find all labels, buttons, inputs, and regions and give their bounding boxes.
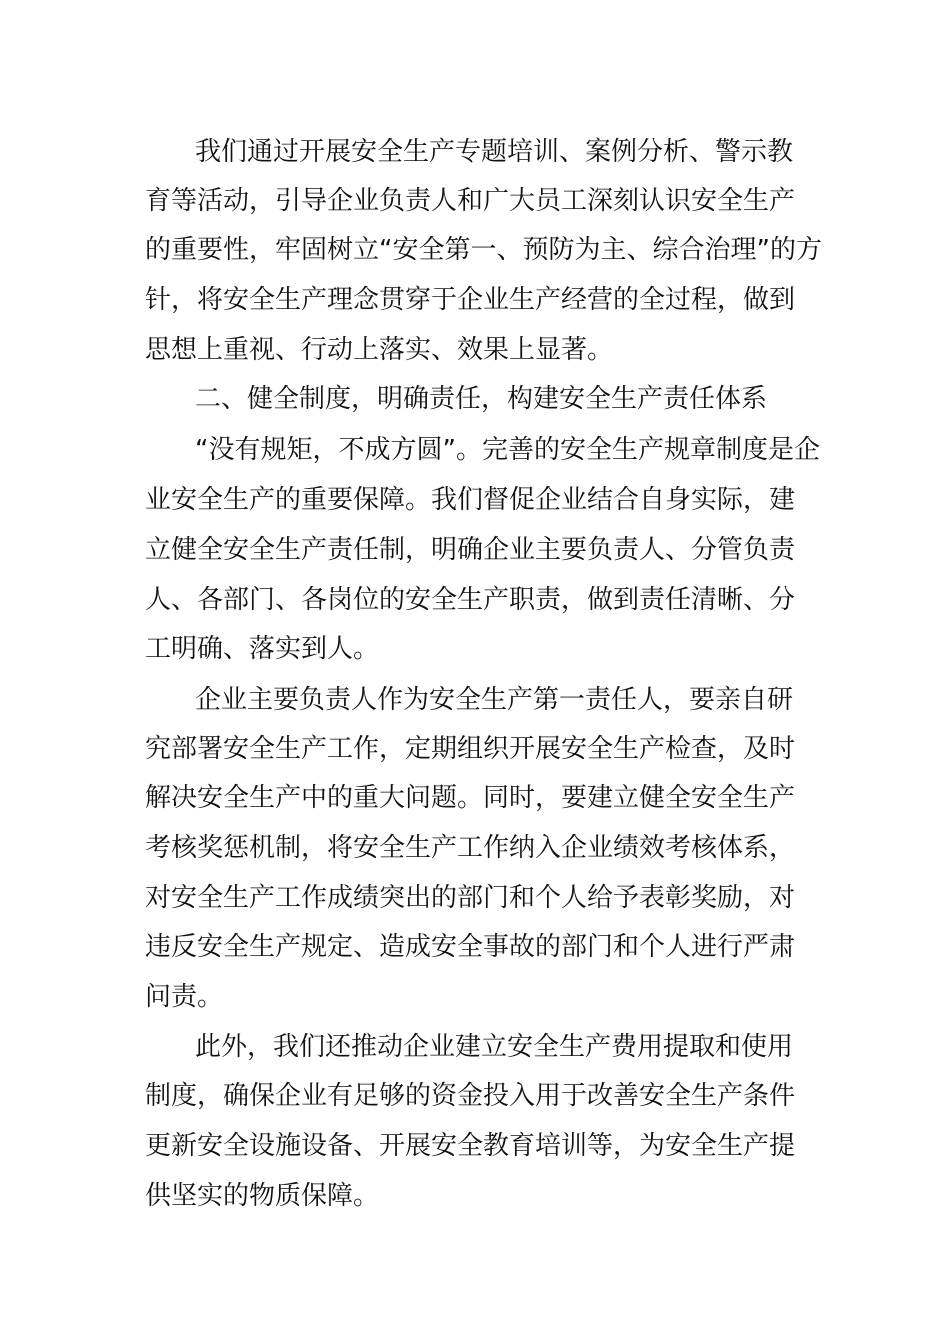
paragraph-1-line-1: 我们通过开展安全生产专题培训、案例分析、警示教 (195, 137, 794, 167)
paragraph-2-line-1: “没有规矩，不成方圆”。完善的安全生产规章制度是企 (195, 435, 820, 465)
paragraph-2-line-3: 立健全安全生产责任制，明确企业主要负责人、分管负责 (145, 535, 796, 565)
paragraph-4-line-1: 此外，我们还推动企业建立安全生产费用提取和使用 (195, 1032, 794, 1062)
paragraph-4-line-2: 制度，确保企业有足够的资金投入用于改善安全生产条件 (145, 1081, 796, 1111)
paragraph-1-line-4: 针，将安全生产理念贯穿于企业生产经营的全过程，做到 (145, 285, 796, 315)
paragraph-3-line-6: 违反安全生产规定、造成安全事故的部门和个人进行严肃 (145, 932, 796, 962)
paragraph-2-line-2: 业安全生产的重要保障。我们督促企业结合自身实际，建 (145, 485, 796, 515)
paragraph-3-line-5: 对安全生产工作成绩突出的部门和个人给予表彰奖励，对 (145, 883, 796, 913)
paragraph-3-line-1: 企业主要负责人作为安全生产第一责任人，要亲自研 (195, 685, 794, 715)
paragraph-2-line-4: 人、各部门、各岗位的安全生产职责，做到责任清晰、分 (145, 585, 796, 615)
paragraph-4-line-3: 更新安全设施设备、开展安全教育培训等，为安全生产提 (145, 1131, 796, 1161)
paragraph-1-line-2: 育等活动，引导企业负责人和广大员工深刻认识安全生产 (145, 186, 796, 216)
paragraph-4-line-4: 供坚实的物质保障。 (145, 1181, 380, 1211)
paragraph-3-line-4: 考核奖惩机制，将安全生产工作纳入企业绩效考核体系， (145, 833, 796, 863)
paragraph-3-line-2: 究部署安全生产工作，定期组织开展安全生产检查，及时 (145, 734, 796, 764)
paragraph-2-line-5: 工明确、落实到人。 (145, 634, 380, 664)
paragraph-1-line-5: 思想上重视、行动上落实、效果上显著。 (145, 335, 614, 365)
section-heading: 二、健全制度，明确责任，构建安全生产责任体系 (195, 384, 768, 414)
paragraph-3-line-3: 解决安全生产中的重大问题。同时，要建立健全安全生产 (145, 783, 796, 813)
paragraph-3-line-7: 问责。 (145, 982, 224, 1012)
paragraph-1-line-3: 的重要性，牢固树立“安全第一、预防为主、综合治理”的方 (145, 235, 822, 265)
